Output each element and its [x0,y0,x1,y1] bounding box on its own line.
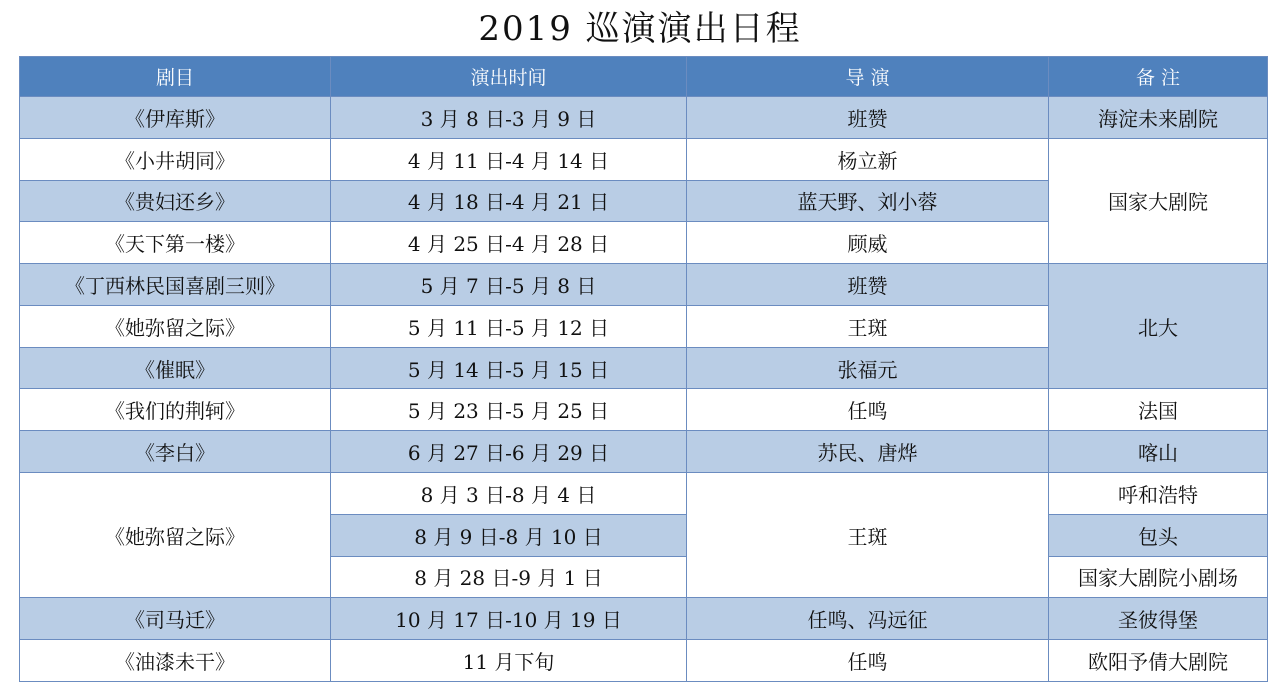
cell-note: 喀山 [1049,431,1268,473]
cell-director: 任鸣、冯远征 [687,598,1049,640]
cell-time: 8 月 3 日-8 月 4 日 [331,473,687,515]
table-row [20,431,1268,473]
cell-play: 《丁西林民国喜剧三则》 [20,264,331,306]
cell-time: 3 月 8 日-3 月 9 日 [331,97,687,139]
cell-time: 5 月 7 日-5 月 8 日 [331,264,687,306]
schedule-table [19,56,1268,682]
cell-note: 包头 [1049,514,1268,556]
table-row [20,473,1268,515]
cell-note: 国家大剧院 [1049,138,1268,263]
cell-play: 《伊库斯》 [20,97,331,139]
table-row [20,97,1268,139]
header-note: 备 注 [1049,57,1268,97]
cell-time: 10 月 17 日-10 月 19 日 [331,598,687,640]
cell-play: 《司马迁》 [20,598,331,640]
cell-note: 圣彼得堡 [1049,598,1268,640]
cell-director: 任鸣 [687,389,1049,431]
cell-director: 张福元 [687,347,1049,389]
cell-director: 班赞 [687,264,1049,306]
cell-play: 《小井胡同》 [20,138,331,180]
cell-note: 海淀未来剧院 [1049,97,1268,139]
cell-play: 《天下第一楼》 [20,222,331,264]
cell-play: 《我们的荆轲》 [20,389,331,431]
cell-play: 《油漆未干》 [20,640,331,682]
cell-director: 班赞 [687,97,1049,139]
header-time: 演出时间 [331,57,687,97]
table-header-row [20,57,1268,97]
cell-note: 法国 [1049,389,1268,431]
cell-director: 蓝天野、刘小蓉 [687,180,1049,222]
cell-time: 5 月 11 日-5 月 12 日 [331,305,687,347]
table-row [20,264,1268,306]
cell-director: 苏民、唐烨 [687,431,1049,473]
cell-note: 欧阳予倩大剧院 [1049,640,1268,682]
cell-time: 11 月下旬 [331,640,687,682]
cell-time: 8 月 9 日-8 月 10 日 [331,514,687,556]
cell-time: 4 月 18 日-4 月 21 日 [331,180,687,222]
table-row [20,640,1268,682]
table-row [20,138,1268,180]
cell-play: 《催眠》 [20,347,331,389]
cell-director: 王斑 [687,305,1049,347]
cell-director: 顾威 [687,222,1049,264]
cell-time: 8 月 28 日-9 月 1 日 [331,556,687,598]
header-play: 剧目 [20,57,331,97]
cell-play: 《她弥留之际》 [20,473,331,598]
cell-time: 4 月 11 日-4 月 14 日 [331,138,687,180]
cell-note: 北大 [1049,264,1268,389]
cell-time: 4 月 25 日-4 月 28 日 [331,222,687,264]
cell-play: 《贵妇还乡》 [20,180,331,222]
page-title: 2019 巡演演出日程 [478,9,802,49]
cell-note: 国家大剧院小剧场 [1049,556,1268,598]
table-row [20,598,1268,640]
cell-director: 杨立新 [687,138,1049,180]
cell-time: 5 月 14 日-5 月 15 日 [331,347,687,389]
header-director: 导 演 [687,57,1049,97]
cell-director: 王斑 [687,473,1049,598]
table-row [20,389,1268,431]
cell-note: 呼和浩特 [1049,473,1268,515]
cell-director: 任鸣 [687,640,1049,682]
cell-play: 《李白》 [20,431,331,473]
cell-play: 《她弥留之际》 [20,305,331,347]
cell-time: 5 月 23 日-5 月 25 日 [331,389,687,431]
cell-time: 6 月 27 日-6 月 29 日 [331,431,687,473]
